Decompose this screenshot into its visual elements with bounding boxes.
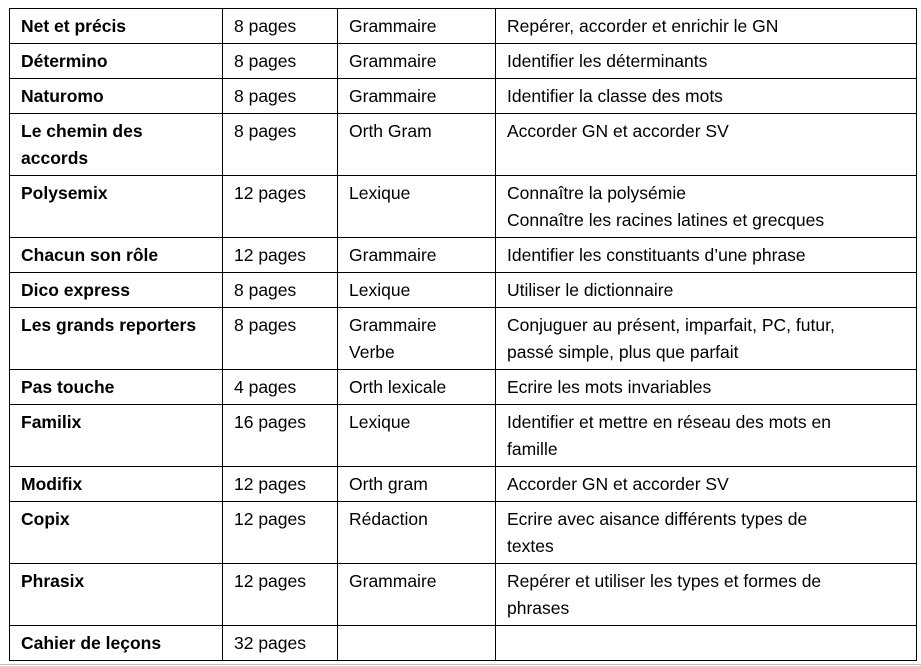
page-count-cell	[223, 44, 338, 79]
subject-domain-line: Grammaire	[349, 86, 437, 106]
table-row	[10, 405, 917, 467]
subject-domain-cell	[338, 176, 496, 238]
page-count: 32 pages	[234, 633, 307, 653]
notebook-name-line: Familix	[21, 412, 82, 432]
page-count: 8 pages	[234, 280, 297, 300]
subject-domain-cell	[338, 273, 496, 308]
page-count: 16 pages	[234, 412, 307, 432]
notebook-name-line: Modifix	[21, 474, 83, 494]
learning-objective-cell	[496, 79, 917, 114]
learning-objective-cell	[496, 273, 917, 308]
page-count-cell	[223, 626, 338, 661]
table-body	[10, 9, 917, 661]
learning-objective-line: textes	[507, 536, 554, 556]
notebook-name-line: Net et précis	[21, 16, 127, 36]
subject-domain-cell	[338, 405, 496, 467]
table-row	[10, 238, 917, 273]
page-count-cell	[223, 238, 338, 273]
notebook-name-line: Chacun son rôle	[21, 245, 159, 265]
page-count-cell	[223, 564, 338, 626]
learning-objective-line: Repérer et utiliser les types et formes de	[507, 571, 822, 591]
subject-domain-line: Lexique	[349, 183, 411, 203]
subject-domain-line: Rédaction	[349, 509, 428, 529]
learning-objective-cell	[496, 114, 917, 176]
learning-objective-line: Identifier les déterminants	[507, 51, 708, 71]
page-count: 12 pages	[234, 571, 307, 591]
subject-domain-line: Grammaire	[349, 245, 437, 265]
learning-objective-cell	[496, 502, 917, 564]
table-row	[10, 273, 917, 308]
page-count: 8 pages	[234, 16, 297, 36]
subject-domain-cell	[338, 9, 496, 44]
learning-objective-line: Ecrire avec aisance différents types de	[507, 509, 808, 529]
notebook-name-cell	[10, 176, 223, 238]
page-count-cell	[223, 79, 338, 114]
page-count: 4 pages	[234, 377, 297, 397]
page-count: 12 pages	[234, 245, 307, 265]
page-count-cell	[223, 405, 338, 467]
notebook-name-cell	[10, 626, 223, 661]
page-count: 8 pages	[234, 121, 297, 141]
notebook-name-cell	[10, 502, 223, 564]
page-count-cell	[223, 273, 338, 308]
table-row	[10, 308, 917, 370]
subject-domain-line: Orth gram	[349, 474, 428, 494]
learning-objective-line: famille	[507, 439, 558, 459]
notebook-table	[9, 8, 917, 661]
learning-objective-line: Accorder GN et accorder SV	[507, 474, 729, 494]
page-count: 8 pages	[234, 86, 297, 106]
notebook-name-line: Le chemin des	[21, 121, 143, 141]
table-row	[10, 502, 917, 564]
subject-domain-cell	[338, 44, 496, 79]
notebook-name-cell	[10, 564, 223, 626]
learning-objective-cell	[496, 238, 917, 273]
subject-domain-cell	[338, 564, 496, 626]
subject-domain-line: Verbe	[349, 342, 395, 362]
learning-objective-line: Connaître la polysémie	[507, 183, 686, 203]
table-row	[10, 79, 917, 114]
page-count: 8 pages	[234, 315, 297, 335]
page-count-cell	[223, 176, 338, 238]
notebook-name-line: Les grands reporters	[21, 315, 197, 335]
table-row	[10, 564, 917, 626]
table-row	[10, 114, 917, 176]
notebook-name-line: Pas touche	[21, 377, 115, 397]
learning-objective-line: Identifier et mettre en réseau des mots en	[507, 412, 831, 432]
subject-domain-line: Orth lexicale	[349, 377, 447, 397]
page-count: 12 pages	[234, 509, 307, 529]
notebook-name-cell	[10, 114, 223, 176]
notebook-name-line: Phrasix	[21, 571, 85, 591]
learning-objective-line: Identifier la classe des mots	[507, 86, 723, 106]
subject-domain-line: Grammaire	[349, 571, 437, 591]
subject-domain-line: Grammaire	[349, 51, 437, 71]
notebook-name-cell	[10, 370, 223, 405]
learning-objective-line: Ecrire les mots invariables	[507, 377, 712, 397]
notebook-name-line: Polysemix	[21, 183, 108, 203]
learning-objective-cell	[496, 44, 917, 79]
learning-objective-line: phrases	[507, 598, 570, 618]
learning-objective-cell	[496, 405, 917, 467]
subject-domain-cell	[338, 370, 496, 405]
subject-domain-cell	[338, 308, 496, 370]
page-count: 12 pages	[234, 474, 307, 494]
learning-objective-cell	[496, 626, 917, 661]
subject-domain-cell	[338, 79, 496, 114]
notebook-name-cell	[10, 44, 223, 79]
learning-objective-line: Connaître les racines latines et grecques	[507, 210, 825, 230]
page-count-cell	[223, 370, 338, 405]
notebook-name-cell	[10, 308, 223, 370]
learning-objective-line: Identifier les constituants d’une phrase	[507, 245, 806, 265]
subject-domain-cell	[338, 626, 496, 661]
subject-domain-line: Lexique	[349, 280, 411, 300]
learning-objective-line: passé simple, plus que parfait	[507, 342, 739, 362]
page-count-cell	[223, 502, 338, 564]
bottom-divider	[0, 664, 921, 665]
page-count-cell	[223, 9, 338, 44]
learning-objective-cell	[496, 308, 917, 370]
learning-objective-cell	[496, 564, 917, 626]
subject-domain-line: Grammaire	[349, 315, 437, 335]
learning-objective-line: Repérer, accorder et enrichir le GN	[507, 16, 779, 36]
learning-objective-cell	[496, 9, 917, 44]
subject-domain-cell	[338, 114, 496, 176]
learning-objective-line: Conjuguer au présent, imparfait, PC, futur,	[507, 315, 835, 335]
learning-objective-cell	[496, 467, 917, 502]
page-count-cell	[223, 308, 338, 370]
learning-objective-line: Accorder GN et accorder SV	[507, 121, 729, 141]
page-count-cell	[223, 467, 338, 502]
subject-domain-cell	[338, 238, 496, 273]
notebook-name-line: Dico express	[21, 280, 130, 300]
page-count: 12 pages	[234, 183, 307, 203]
learning-objective-cell	[496, 370, 917, 405]
notebook-name-line: Copix	[21, 509, 70, 529]
learning-objective-cell	[496, 176, 917, 238]
notebook-name-line: Naturomo	[21, 86, 104, 106]
notebook-name-line: Détermino	[21, 51, 108, 71]
learning-objective-line: Utiliser le dictionnaire	[507, 280, 674, 300]
subject-domain-cell	[338, 502, 496, 564]
notebook-name-cell	[10, 79, 223, 114]
notebook-name-line: accords	[21, 148, 89, 168]
table-row	[10, 44, 917, 79]
subject-domain-line: Grammaire	[349, 16, 437, 36]
subject-domain-line: Lexique	[349, 412, 411, 432]
table-row	[10, 9, 917, 44]
notebook-name-cell	[10, 9, 223, 44]
page-count: 8 pages	[234, 51, 297, 71]
table-row	[10, 176, 917, 238]
page-count-cell	[223, 114, 338, 176]
notebook-name-cell	[10, 405, 223, 467]
notebook-name-cell	[10, 467, 223, 502]
table-row	[10, 370, 917, 405]
notebook-name-cell	[10, 238, 223, 273]
table-row	[10, 467, 917, 502]
subject-domain-line: Orth Gram	[349, 121, 432, 141]
table-row	[10, 626, 917, 661]
notebook-name-cell	[10, 273, 223, 308]
notebook-name-line: Cahier de leçons	[21, 633, 162, 653]
subject-domain-cell	[338, 467, 496, 502]
